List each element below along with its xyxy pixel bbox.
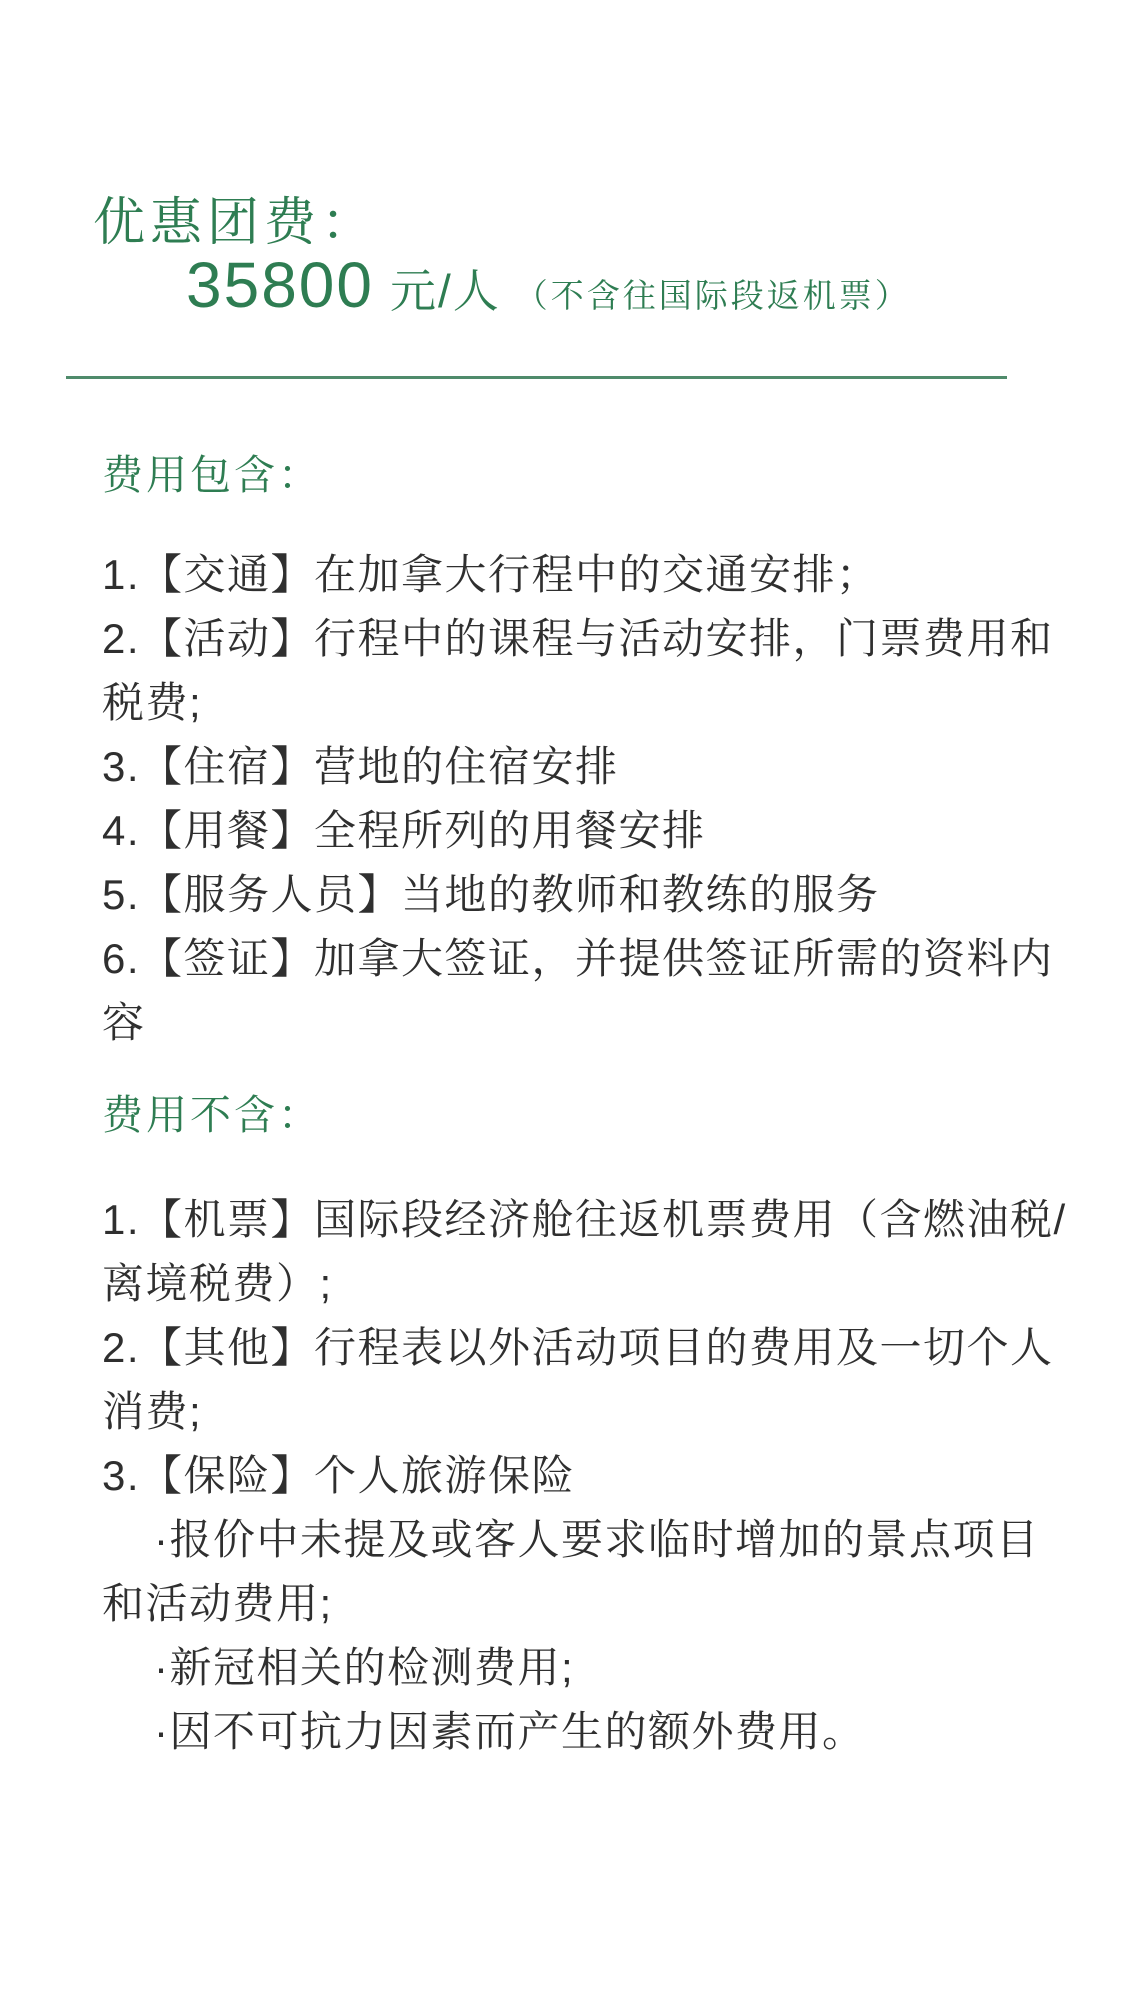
list-item: 3.【住宿】营地的住宿安排 xyxy=(102,743,619,790)
excluded-list xyxy=(102,1188,1070,1764)
list-item: 1.【机票】国际段经济舱往返机票费用（含燃油税/离境税费）; xyxy=(102,1196,1067,1307)
price-unit: 元/人 xyxy=(389,265,501,317)
page-title: 优惠团费： xyxy=(93,194,379,252)
list-item: 6.【签证】加拿大签证，并提供签证所需的资料内容 xyxy=(102,935,1054,1046)
list-item: 1.【交通】在加拿大行程中的交通安排； xyxy=(102,551,880,598)
price-note: （不含往国际段返机票） xyxy=(514,277,911,314)
list-item: 5.【服务人员】当地的教师和教练的服务 xyxy=(102,871,880,918)
included-list xyxy=(102,543,1070,1055)
list-item: 3.【保险】个人旅游保险 xyxy=(102,1452,576,1499)
price-amount: 35800 xyxy=(186,249,374,321)
included-section-heading: 费用包含： xyxy=(102,452,322,498)
sub-note-item: ·新冠相关的检测费用; xyxy=(154,1644,575,1691)
list-item: 4.【用餐】全程所列的用餐安排 xyxy=(102,807,706,854)
section-divider xyxy=(66,376,1007,379)
list-item: 2.【活动】行程中的课程与活动安排，门票费用和税费; xyxy=(102,615,1054,726)
sub-note-item: ·因不可抗力因素而产生的额外费用。 xyxy=(154,1708,866,1755)
excluded-section-heading: 费用不含： xyxy=(102,1092,322,1138)
sub-note-item: ·报价中未提及或客人要求临时增加的景点项目和活动费用; xyxy=(102,1516,1040,1627)
price-row xyxy=(186,248,911,322)
list-item: 2.【其他】行程表以外活动项目的费用及一切个人消费; xyxy=(102,1324,1054,1435)
